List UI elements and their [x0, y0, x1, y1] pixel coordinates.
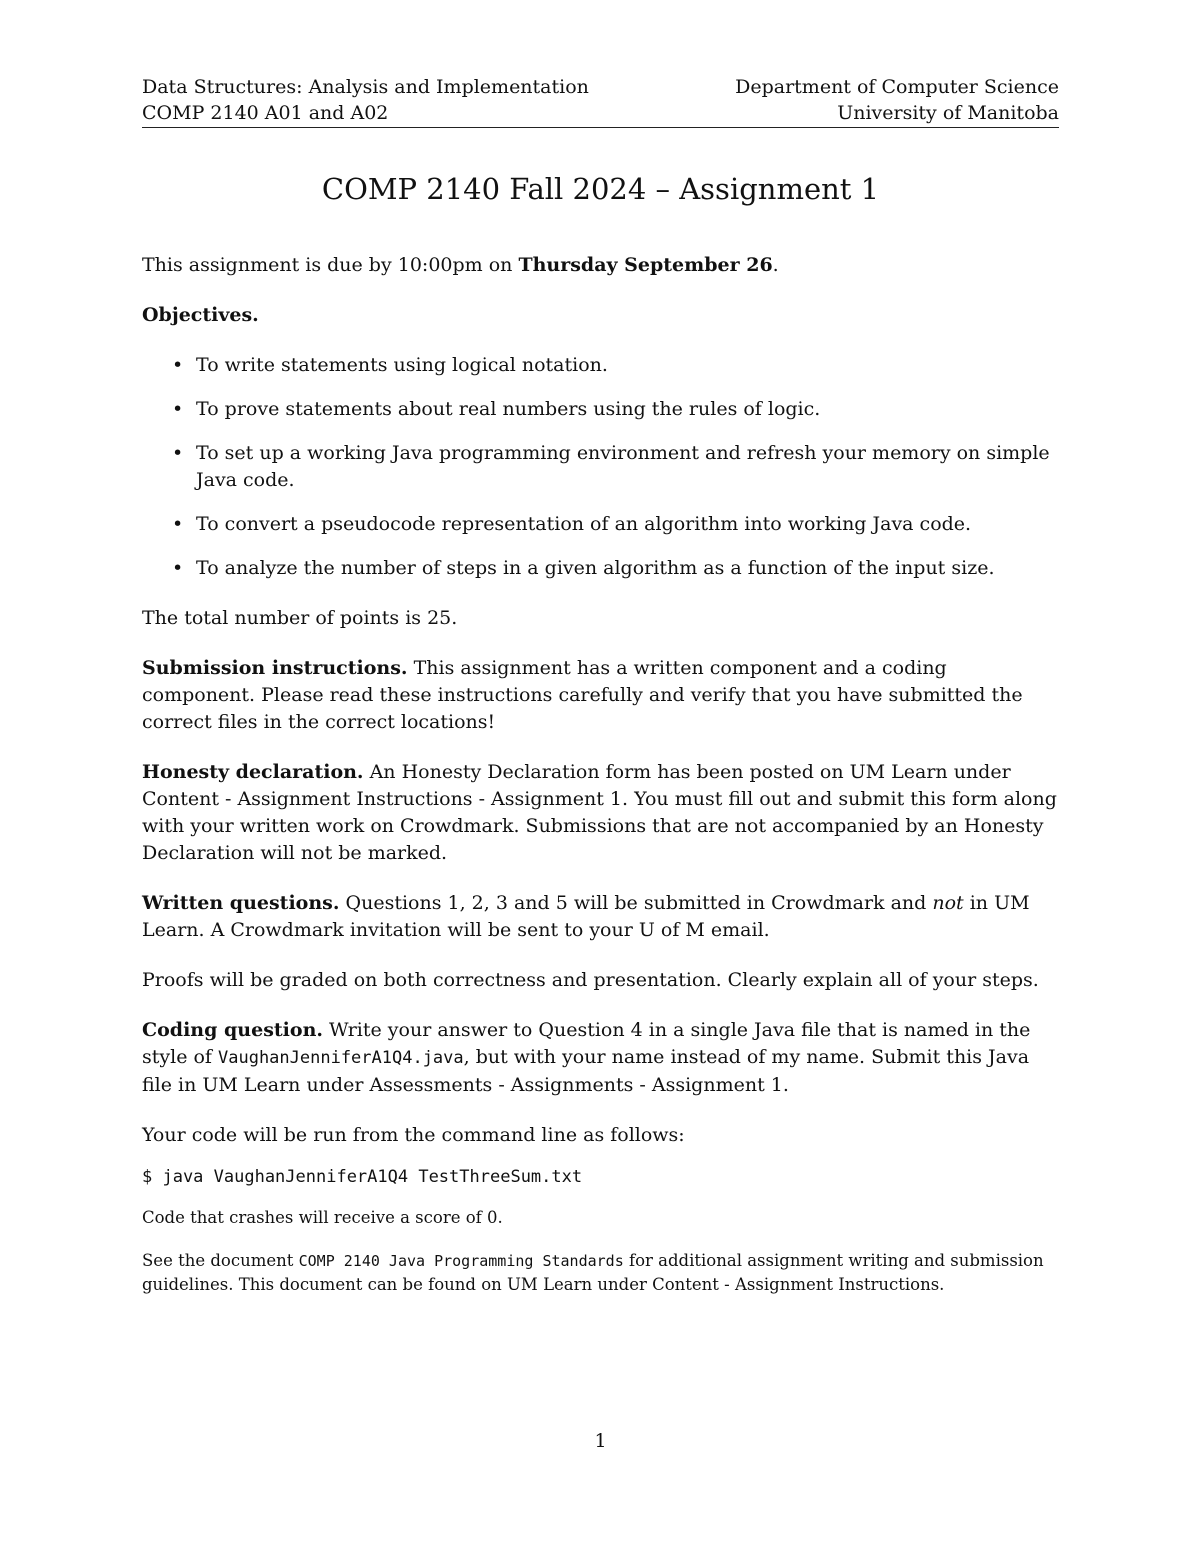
objective-item: • To set up a working Java programming environment and refresh your memory on simple Java code.: [172, 442, 1050, 491]
run-intro: Your code will be run from the command line as follows:: [142, 1124, 685, 1146]
bullet-icon: •: [172, 354, 184, 376]
objective-item: • To convert a pseudocode representation of an algorithm into working Java code.: [142, 511, 1059, 538]
due-date: Thursday September 26: [518, 254, 773, 276]
standards-note: See the document COMP 2140 Java Programming Standards for additional assignment writing and submission guidelines. This document can be found on UM Learn under Content - Assignment Instructions.: [142, 1251, 1044, 1294]
document-body: [142, 252, 1059, 1296]
command-line: $ java VaughanJenniferA1Q4 TestThreeSum.txt: [142, 1167, 583, 1187]
header-rule: [142, 127, 1059, 128]
objective-item: • To write statements using logical notation.: [142, 352, 1059, 379]
standards-doc-name: COMP 2140 Java Programming Standards: [298, 1252, 624, 1270]
course-title: Data Structures: Analysis and Implementation: [142, 76, 589, 98]
department-name: Department of Computer Science: [735, 76, 1059, 98]
page-number: 1: [594, 1430, 607, 1452]
page-header: [142, 74, 1059, 126]
objective-item: • To prove statements about real numbers using the rules of logic.: [142, 396, 1059, 423]
submission-instructions: Submission instructions. This assignment has a written component and a coding component. Please read these instructions carefully and verify that you have submitted the correct files in the correct locations!: [142, 657, 1023, 733]
objective-item: • To analyze the number of steps in a given algorithm as a function of the input size.: [142, 555, 1059, 582]
example-filename: VaughanJenniferA1Q4.java: [218, 1048, 464, 1068]
document-title: COMP 2140 Fall 2024 – Assignment 1: [321, 172, 880, 206]
crash-note: Code that crashes will receive a score of 0.: [142, 1208, 503, 1227]
written-questions: Written questions. Questions 1, 2, 3 and 5 will be submitted in Crowdmark and not in UM Learn. A Crowdmark invitation will be sent to your U of M email.: [142, 892, 1030, 941]
coding-question: Coding question. Write your answer to Question 4 in a single Java file that is named in the style of VaughanJenniferA1Q4.java, but with your name instead of my name. Submit this Java file in UM Learn under Assessments - Assignments - Assignment 1.: [142, 1019, 1031, 1096]
bullet-icon: •: [172, 557, 184, 579]
university-name: University of Manitoba: [837, 102, 1059, 124]
honesty-declaration: Honesty declaration. An Honesty Declaration form has been posted on UM Learn under Content - Assignment Instructions - Assignment 1. You must fill out and submit this form along with your written work on Crowdmark. Submissions that are not accompanied by an Honesty Declaration will not be marked.: [142, 761, 1057, 864]
proofs-note: Proofs will be graded on both correctness and presentation. Clearly explain all of your steps.: [142, 969, 1039, 991]
objectives-heading: Objectives.: [142, 304, 259, 326]
objectives-list: [142, 352, 1059, 582]
bullet-icon: •: [172, 398, 184, 420]
due-statement: This assignment is due by 10:00pm on Thursday September 26.: [142, 254, 779, 276]
bullet-icon: •: [172, 442, 184, 464]
course-code: COMP 2140 A01 and A02: [142, 102, 389, 124]
bullet-icon: •: [172, 513, 184, 535]
total-points: The total number of points is 25.: [142, 607, 458, 629]
